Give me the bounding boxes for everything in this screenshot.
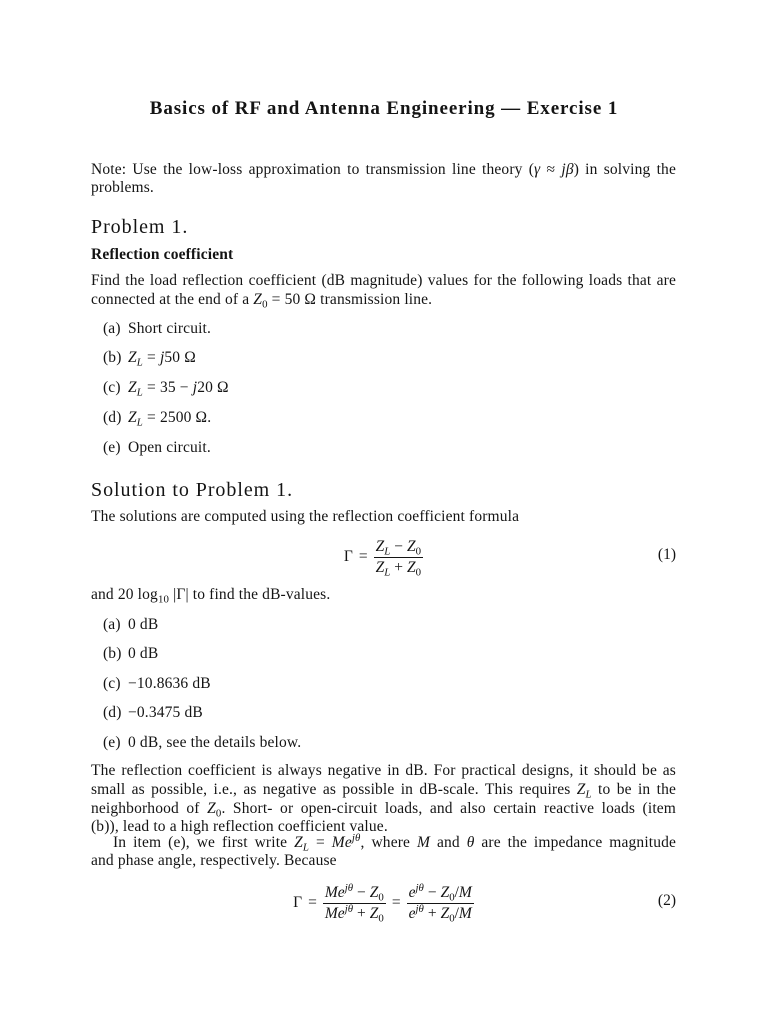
- item-label: (d): [103, 409, 122, 426]
- m-variable: M: [331, 834, 345, 851]
- eq2-fraction-1-numerator: [323, 881, 386, 904]
- gamma-symbol: γ: [534, 161, 541, 178]
- zl-subscript: L: [384, 565, 391, 578]
- item-e-line-1: [91, 834, 676, 852]
- problem-item-b: [103, 349, 196, 367]
- log-text: and 20 log: [91, 586, 158, 603]
- gamma-magnitude: |Γ|: [173, 586, 189, 603]
- z0-variable: Z: [253, 291, 263, 308]
- exponent: jθ: [344, 902, 354, 915]
- eq2-fraction-1: [323, 881, 386, 924]
- minus-sign: −: [394, 537, 404, 555]
- item-e-text: In item (e), we first write: [113, 834, 288, 851]
- document-title: Basics of RF and Antenna Engineering — Exercise 1: [149, 98, 619, 119]
- solution-heading: Solution to Problem 1.: [91, 479, 294, 501]
- z0-subscript: 0: [378, 890, 384, 903]
- z0-variable: Z: [440, 904, 450, 922]
- impedance-value: 50 Ω: [164, 349, 196, 366]
- note-line-2: problems.: [91, 179, 154, 196]
- plus-sign: +: [394, 558, 404, 576]
- equation-2-number: (2): [657, 892, 676, 909]
- e-variable: e: [337, 904, 345, 922]
- eq2-fraction-2-numerator: [407, 881, 474, 904]
- item-label: (c): [103, 379, 121, 396]
- equals-sign: =: [147, 379, 156, 396]
- m-variable: M: [416, 834, 431, 851]
- after-text: to find the dB-values.: [192, 586, 331, 603]
- eq2-equals: =: [308, 894, 317, 911]
- z0-variable: Z: [440, 883, 450, 901]
- equals-sign: =: [315, 834, 325, 851]
- z0-subscript: 0: [415, 544, 422, 557]
- exponent: jθ: [344, 881, 354, 894]
- real-part: 35: [159, 379, 176, 396]
- zl-variable: Z: [576, 781, 586, 798]
- zl-variable: Z: [128, 349, 137, 366]
- z0-subscript: 0: [215, 807, 222, 820]
- after-equation-1: [91, 586, 676, 604]
- zl-subscript: L: [302, 841, 310, 854]
- eq1-equals: =: [358, 548, 368, 565]
- problem-item-e: [103, 439, 211, 457]
- problem-item-c: [103, 379, 229, 397]
- item-text: Short circuit.: [128, 320, 212, 337]
- answer-label: (d): [103, 704, 122, 721]
- impedance-value: 20 Ω: [197, 379, 229, 396]
- log-base: 10: [157, 593, 170, 606]
- answer-label: (a): [103, 616, 121, 633]
- item-label: (e): [103, 439, 121, 456]
- item-e-text-end: are the impedance magnitude: [481, 834, 677, 851]
- discussion-line-3: [91, 800, 676, 818]
- eq2-fraction-1-denominator: [323, 904, 386, 922]
- z0-value: 50 Ω: [284, 291, 317, 308]
- item-text: Open circuit.: [128, 439, 211, 456]
- answer-value: −0.3475 dB: [128, 704, 203, 721]
- z0-variable: Z: [407, 558, 416, 576]
- zl-subscript: L: [136, 386, 143, 399]
- eq1-numerator: [374, 539, 423, 558]
- item-e-text-mid: , where: [360, 834, 411, 851]
- problem-intro-line-1: Find the load reflection coefficient (dB magnitude) values for the following loads that are: [91, 272, 676, 289]
- answer-label: (c): [103, 675, 121, 692]
- discussion-text-end: . Short- or open-circuit loads, and also certain reactive loads (item: [221, 800, 677, 817]
- slash: /: [454, 904, 459, 922]
- intro-text: connected at the end of a: [91, 291, 250, 308]
- answer-value: 0 dB: [128, 616, 159, 633]
- z0-variable: Z: [407, 537, 416, 555]
- equals-sign: =: [271, 291, 281, 308]
- z0-subscript: 0: [449, 890, 455, 903]
- eq2-equals-mid: =: [391, 894, 401, 911]
- intro-text-end: transmission line.: [320, 291, 433, 308]
- z0-subscript: 0: [415, 565, 422, 578]
- item-label: (b): [103, 349, 122, 366]
- answer-e: [103, 734, 301, 752]
- plus-sign: +: [427, 904, 437, 922]
- plus-sign: +: [357, 904, 366, 922]
- problem-intro-line-2: [91, 291, 676, 309]
- exponent: jθ: [351, 832, 361, 845]
- e-variable: e: [344, 834, 352, 851]
- minus-sign: −: [357, 883, 366, 901]
- impedance-value: 2500 Ω.: [159, 409, 212, 426]
- exponent: jθ: [415, 902, 424, 915]
- theta-symbol: θ: [466, 834, 475, 851]
- note-text: Note: Use the low-loss approximation to transmission line theory (: [91, 161, 535, 178]
- equation-2: [91, 881, 676, 924]
- zl-subscript: L: [136, 416, 143, 429]
- zl-variable: Z: [128, 379, 137, 396]
- answer-b: [103, 645, 158, 663]
- j-symbol: j: [561, 161, 566, 178]
- z0-variable: Z: [207, 800, 216, 817]
- m-variable: M: [458, 904, 472, 922]
- slash: /: [454, 883, 459, 901]
- zl-subscript: L: [136, 356, 143, 369]
- zl-variable: Z: [128, 409, 137, 426]
- item-e-line-2: and phase angle, respectively. Because: [91, 852, 337, 869]
- z0-subscript: 0: [378, 911, 384, 924]
- answer-c: [103, 675, 211, 693]
- j-symbol: j: [192, 379, 198, 396]
- answer-a: [103, 616, 158, 634]
- answer-label: (b): [103, 645, 122, 662]
- answer-value: 0 dB: [128, 645, 159, 662]
- note-line-1: [91, 161, 676, 179]
- eq1-lhs: Γ: [343, 548, 353, 565]
- equals-sign: =: [147, 409, 156, 426]
- beta-symbol: β: [565, 161, 574, 178]
- discussion-text: small as possible, i.e., as negative as possible in dB-scale. This requires: [91, 781, 571, 798]
- eq1-denominator: [374, 558, 423, 576]
- minus-sign: −: [179, 379, 189, 396]
- eq1-fraction: [374, 539, 423, 576]
- m-variable: M: [324, 883, 338, 901]
- minus-sign: −: [427, 883, 437, 901]
- eq2-fraction-2: [407, 881, 474, 924]
- problem-item-d: [103, 409, 211, 427]
- discussion-text-end: to be in the: [598, 781, 676, 798]
- solution-intro: The solutions are computed using the reflection coefficient formula: [91, 508, 520, 525]
- z0-variable: Z: [369, 904, 379, 922]
- m-variable: M: [324, 904, 338, 922]
- eq2-fraction-2-denominator: [407, 904, 474, 922]
- equation-1: [91, 538, 676, 576]
- discussion-text: neighborhood of: [91, 800, 200, 817]
- discussion-line-2: [91, 781, 676, 799]
- answer-value: −10.8636 dB: [128, 675, 211, 692]
- answer-label: (e): [103, 734, 121, 751]
- z0-variable: Z: [369, 883, 379, 901]
- approx-symbol: ≈: [546, 161, 556, 178]
- and-word: and: [436, 834, 460, 851]
- e-variable: e: [408, 904, 416, 922]
- zl-variable: Z: [375, 558, 385, 576]
- discussion-line-4: (b)), lead to a high reflection coefficient value.: [91, 818, 388, 835]
- e-variable: e: [337, 883, 345, 901]
- answer-d: [103, 704, 203, 722]
- e-variable: e: [408, 883, 416, 901]
- problem-item-a: [103, 320, 211, 338]
- problem-subheading: Reflection coefficient: [91, 246, 234, 263]
- zl-subscript: L: [384, 544, 391, 557]
- zl-subscript: L: [585, 788, 592, 801]
- exponent: jθ: [415, 881, 424, 894]
- eq2-lhs: Γ: [293, 894, 303, 911]
- problem-heading: Problem 1.: [91, 216, 189, 238]
- discussion-line-1: The reflection coefficient is always negative in dB. For practical designs, it should be as: [91, 762, 676, 779]
- answer-value: 0 dB, see the details below.: [128, 734, 302, 751]
- item-label: (a): [103, 320, 121, 337]
- equals-sign: =: [147, 349, 156, 366]
- j-symbol: j: [159, 349, 165, 366]
- z0-subscript: 0: [449, 911, 455, 924]
- zl-variable: Z: [294, 834, 303, 851]
- zl-variable: Z: [375, 537, 385, 555]
- z0-subscript: 0: [262, 298, 268, 311]
- equation-1-number: (1): [657, 546, 676, 563]
- note-text-end: ) in solving the: [573, 161, 676, 178]
- m-variable: M: [458, 883, 472, 901]
